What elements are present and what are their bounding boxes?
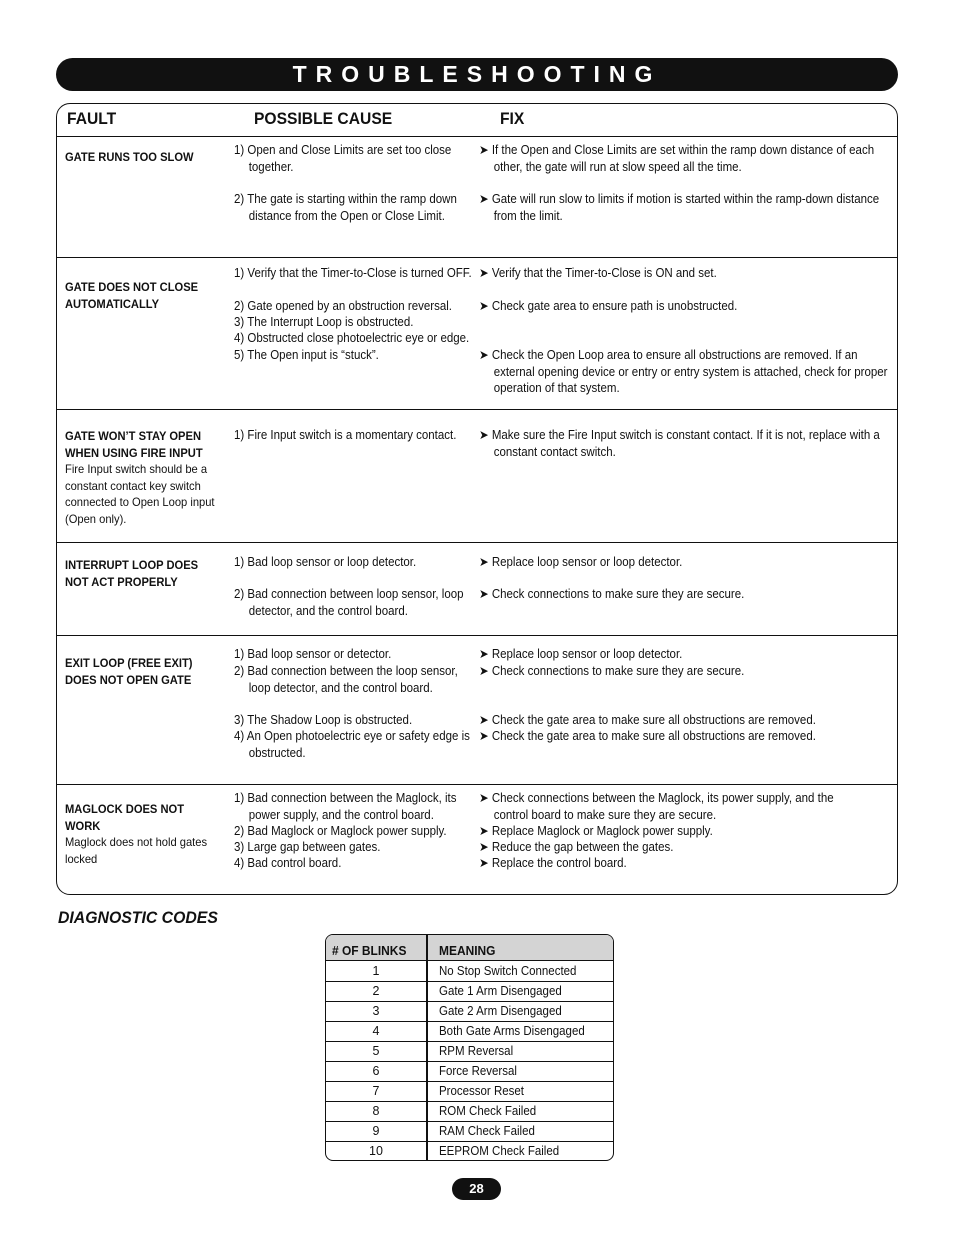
fault-title: INTERRUPT LOOP DOES NOT ACT PROPERLY [65,558,199,589]
diagnostic-row [326,1081,613,1102]
cause-item: 4) Obstructed close photoelectric eye or edge. [234,331,470,345]
cause-item: 1) Bad loop sensor or detector. [234,647,392,661]
fix-item: ➤ Verify that the Timer-to-Close is ON and set. [479,266,717,280]
cause-item: 5) The Open input is “stuck”. [234,348,379,362]
fix-item: ➤ Make sure the Fire Input switch is constant contact. If it is not, replace with a constant contact switch. [479,428,880,459]
header-fix: FIX [500,109,525,128]
cause-item: 2) Gate opened by an obstruction reversal. [234,299,452,313]
table-row [57,636,897,785]
fault-cell [65,655,218,688]
fix-item: ➤ Gate will run slow to limits if motion is started within the ramp-down distance from the limit. [479,192,880,223]
code-meaning: RPM Reversal [439,1044,514,1058]
fix-item: ➤ Check connections between the Maglock, its power supply, and the control board to make sure they are secure. [479,791,834,822]
diagnostic-row [326,1041,613,1062]
fix-item: ➤ Replace loop sensor or loop detector. [479,555,683,569]
diagnostic-row [326,1121,613,1142]
fault-cell [65,801,218,867]
troubleshooting-table [56,103,898,895]
code-meaning: Gate 2 Arm Disengaged [439,1004,562,1018]
blink-count: 6 [372,1064,380,1078]
fault-description: Fire Input switch should be a constant contact key switch connected to Open Loop input (Open only). [65,462,215,526]
fault-title: GATE DOES NOT CLOSE AUTOMATICALLY [65,280,199,311]
header-fault: FAULT [67,109,117,128]
table-row [57,258,897,410]
code-meaning: Gate 1 Arm Disengaged [439,984,562,998]
fix-item: ➤ Check connections to make sure they are secure. [479,664,745,678]
code-meaning: Processor Reset [439,1084,525,1098]
table-header [57,104,897,137]
cause-item: 2) Bad connection between the loop sensor, loop detector, and the control board. [234,664,458,695]
fix-item: ➤ Replace Maglock or Maglock power supply. [479,824,713,838]
cause-item: 4) An Open photoelectric eye or safety edge is obstructed. [234,729,470,760]
fix-item: ➤ Check the Open Loop area to ensure all obstructions are removed. If an external opening device or entry or entry system is attached, check for proper operation of that system. [479,348,888,395]
page-number: 28 [452,1178,501,1200]
cause-item: 1) Fire Input switch is a momentary contact. [234,428,457,442]
blink-count: 1 [372,964,380,978]
table-row [57,410,897,543]
table-row [57,785,897,894]
fault-cell [65,557,218,590]
code-meaning: Both Gate Arms Disengaged [439,1024,585,1038]
table-row [57,137,897,258]
cause-item: 3) The Shadow Loop is obstructed. [234,713,413,727]
fix-item: ➤ Check the gate area to make sure all obstructions are removed. [479,729,816,743]
diagnostic-row [326,1101,613,1122]
code-meaning: RAM Check Failed [439,1124,535,1138]
blink-count: 9 [372,1124,380,1138]
diagnostic-row [326,1021,613,1042]
page-title: TROUBLESHOOTING [292,61,662,87]
diagnostic-row [326,981,613,1002]
blink-count: 8 [372,1104,380,1118]
code-meaning: ROM Check Failed [439,1104,537,1118]
diagnostic-codes-table [325,934,614,1161]
fault-cell [65,279,218,312]
fix-item: ➤ Replace the control board. [479,856,627,870]
fault-title: GATE WON’T STAY OPEN WHEN USING FIRE INPUT [65,429,203,460]
diagnostic-header [326,935,613,961]
blink-count: 2 [372,984,380,998]
table-row [57,543,897,636]
fault-title: EXIT LOOP (FREE EXIT) DOES NOT OPEN GATE [65,656,193,687]
fix-item: ➤ Check gate area to ensure path is unobstructed. [479,299,738,313]
fix-item: ➤ If the Open and Close Limits are set within the ramp down distance of each other, the gate will run at slow speed all the time. [479,143,875,174]
fix-item: ➤ Replace loop sensor or loop detector. [479,647,683,661]
cause-item: 2) The gate is starting within the ramp down distance from the Open or Close Limit. [234,192,457,223]
cause-item: 1) Bad loop sensor or loop detector. [234,555,417,569]
code-meaning: EEPROM Check Failed [439,1144,560,1158]
diagnostic-row [326,1001,613,1022]
blink-count: 3 [372,1004,380,1018]
cause-item: 3) Large gap between gates. [234,840,381,854]
diagnostic-row [326,1061,613,1082]
fix-item: ➤ Check connections to make sure they are secure. [479,587,745,601]
cause-item: 1) Open and Close Limits are set too close together. [234,143,452,174]
header-possible-cause: POSSIBLE CAUSE [254,109,393,128]
header-blinks: # OF BLINKS [332,943,407,958]
blink-count: 5 [372,1044,380,1058]
cause-item: 1) Verify that the Timer-to-Close is turned OFF. [234,266,472,280]
diagnostic-row [326,1141,613,1161]
blink-count: 7 [372,1084,380,1098]
fault-cell [65,149,218,166]
cause-item: 2) Bad connection between loop sensor, loop detector, and the control board. [234,587,464,618]
fault-description: Maglock does not hold gates locked [65,835,208,866]
fault-cell [65,428,218,527]
fix-item: ➤ Reduce the gap between the gates. [479,840,674,854]
cause-item: 2) Bad Maglock or Maglock power supply. [234,824,447,838]
cause-item: 4) Bad control board. [234,856,342,870]
page-title-bar [56,58,898,91]
diagnostic-codes-title: DIAGNOSTIC CODES [58,908,218,927]
fault-title: MAGLOCK DOES NOT WORK [65,802,185,833]
header-meaning: MEANING [439,943,496,958]
cause-item: 1) Bad connection between the Maglock, its power supply, and the control board. [234,791,457,822]
blink-count: 4 [372,1024,380,1038]
code-meaning: Force Reversal [439,1064,517,1078]
fix-item: ➤ Check the gate area to make sure all obstructions are removed. [479,713,816,727]
column-divider [426,935,428,1160]
blink-count: 10 [369,1144,383,1158]
code-meaning: No Stop Switch Connected [439,964,577,978]
cause-item: 3) The Interrupt Loop is obstructed. [234,315,414,329]
fault-title: GATE RUNS TOO SLOW [65,150,194,164]
diagnostic-row [326,961,613,982]
